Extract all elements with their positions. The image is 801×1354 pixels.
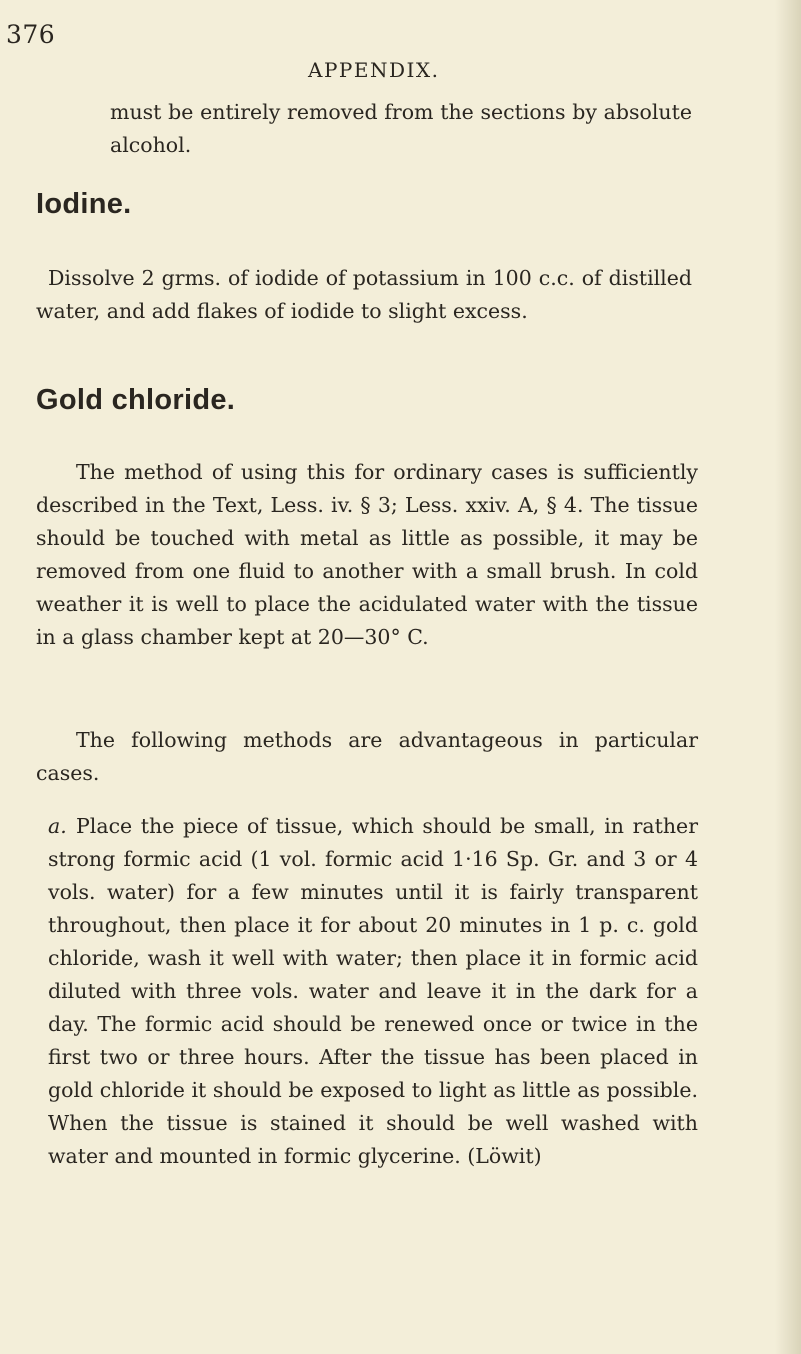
method-item-text: Place the piece of tissue, which should be small, in rather strong formic acid (1 vol. formic acid 1·16 Sp. Gr. and 3 or 4 vols. water) for a few minutes until it is fairly transparent throughout, then place it for about 20 minutes in 1 p. c. gold chloride, wash it well with water; then place it in formic acid diluted with three vols. water and leave it in the dark for a day. The formic acid should be renewed once or twice in the first two or three hours. After the tissue has been placed in gold chloride it should be exposed to light as little as possible. When the tissue is stained it should be well washed with water and mounted in formic glycerine. (Löwit) (48, 814, 698, 1168)
page-number: 376 (6, 20, 56, 49)
method-item-a (48, 810, 698, 1173)
methods-intro-paragraph: The following methods are advantageous in particular cases. (36, 728, 698, 785)
intro-paragraph: must be entirely removed from the sections by absolute alcohol. (110, 100, 692, 157)
iodine-heading: Iodine. (36, 188, 132, 220)
running-title: APPENDIX. (308, 58, 440, 82)
gold-chloride-paragraph: The method of using this for ordinary cases is sufficiently described in the Text, Less. iv. § 3; Less. xxiv. A, § 4. The tissue should be touched with metal as little as possible, it may be removed from one fluid to another with a small brush. In cold weather it is well to place the acidulated water with the tissue in a glass chamber kept at 20—30° C. (36, 460, 698, 649)
iodine-paragraph: Dissolve 2 grms. of iodide of potassium in 100 c.c. of distilled water, and add flakes of iodide to slight excess. (36, 266, 692, 323)
method-item-label: a. (48, 814, 67, 838)
page-edge-shadow (775, 0, 801, 1354)
gold-chloride-heading: Gold chloride. (36, 384, 236, 416)
